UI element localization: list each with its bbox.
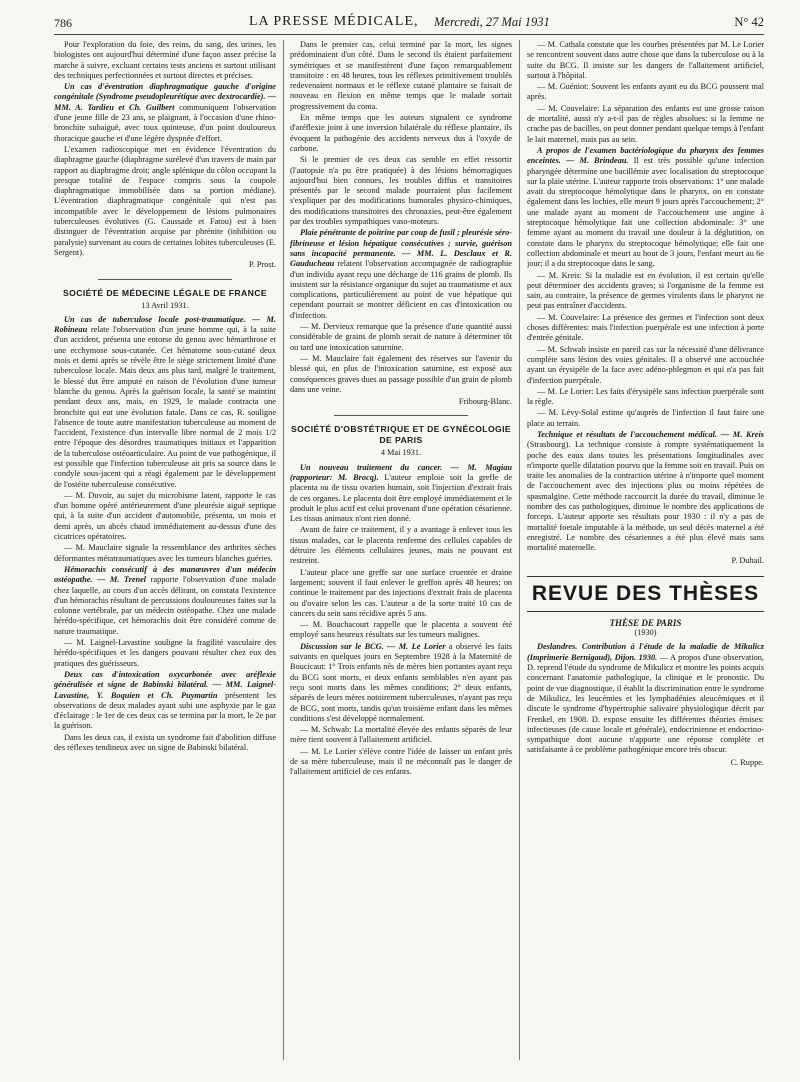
article (527, 146, 764, 270)
section-date: 13 Avril 1931. (141, 300, 189, 310)
divider (98, 279, 231, 280)
paragraph: — M. Bouchacourt rappelle que le placenta a souvent été employé sans heureux résultats sur les tumeurs malignes. (290, 620, 512, 640)
signature: P. Prost. (249, 260, 276, 270)
column-1 (54, 40, 276, 1070)
column-2 (290, 40, 512, 1070)
column-3 (527, 40, 764, 1070)
page-number: 786 (54, 16, 72, 30)
article-title: Technique et résultats de l'accouchement médical. — M. Kreis (537, 429, 764, 439)
article-title: Un cas de tuberculose locale post-traumatique. — M. Robineau (54, 314, 276, 335)
page-header (54, 10, 764, 35)
these-heading: THÈSE DE PARIS (609, 617, 682, 628)
paragraph: — M. Guéniot: Souvent les enfants ayant eu du BCG poussent mal après. (527, 82, 764, 102)
paragraph: Avant de faire ce traitement, il y a avantage à enlever tous les tissus malades, car le placenta renferme des cellules capables de détruire les éléments cellulaires jeunes, mais ne pouvant est restreint. (290, 525, 512, 566)
article (54, 82, 276, 144)
article-text: Il est très possible qu'une infection pharyngée détermine une bacillémie avec localisation du streptocoque sur la plaie utérine. L'auteur rapporte trois observations: 1° une malade avait du streptocoque hémolytique dans le pharynx, on en constate également dans les lochies, elle meurt 9 jours après l'accouchement; 2° une malade ayant au moment de l'accouchement une angine à streptocoque hémolytique fait une collection abdominale: 3° une femme ayant au moment du travail une douleur à la déglutition, on constate dans le pharynx du streptocoque hémolytique; elle fait une collection abdominale et meurt au bout de 3 jours, l'enfant meurt au 6e jour; il a du streptocoque dans le sang. (527, 156, 764, 269)
paragraph: — M. Schwab: La mortalité élevée des enfants séparés de leur mère tient souvent à l'allaitement artificiel. (290, 725, 512, 745)
paragraph: L'auteur place une greffe sur une surface cruentée et draine largement; souvent il faut enlever le greffon après 48 heures; on continue le traitement par des injections d'extrait frais de placenta ou d'ovaire selon les cas. L'auteur a de la sorte traité 10 cas de cancers du sein sans récidive après 5 ans. (290, 567, 512, 618)
article (290, 642, 512, 724)
article-text: présentent les observations de deux malades ayant subi une asphyxie par le gaz d'éclairage : le 1er de ces deux cas se termina par la mort, le 2e par la guérison. (54, 690, 276, 731)
article-title: Discussion sur le BCG. — M. Le Lorier (300, 641, 446, 651)
paragraph: Si le premier de ces deux cas semble en effet ressortir (l'autopsie n'a pu être pratiquée) à des lésions hémorragiques aujourd'hui bien connues, les troubles diffus et transitoires présentés par le second malade pourraient plus facilement s'expliquer par des modifications humorales physico-chimiques, des modifications transitoires des chronaxies, peut-être également par des troubles sympathiques vaso-moteurs. (290, 155, 512, 227)
section-title: SOCIÉTÉ DE MÉDECINE LÉGALE DE FRANCE (63, 287, 267, 298)
article-title: A propos de l'examen bactériologique du pharynx des femmes enceintes. — M. Brindeau. (527, 145, 764, 166)
paragraph: Dans le premier cas, celui terminé par la mort, les signes prédominaient d'un côté. Dans le second ils étaient parfaitement symétriques et se manifestèrent d'une façon remarquablement transitoire : en 48 heures, tous les réflexes primitivement troublés redevenaient normaux et le réflexe cutané plantaire se faisait de nouveau en flexion en même temps que le malade sortait progressivement du coma. (290, 40, 512, 111)
paragraph: — M. Laignel-Lavastine souligne la fragilité vasculaire des hérédo-spécifiques et les dangers pouvant résulter chez eux des pratiques des guérisseurs. (54, 638, 276, 668)
article (54, 315, 276, 490)
article (54, 670, 276, 732)
paragraph: — M. Couvelaire: La séparation des enfants est une grosse raison de mortalité, aussi n'y a-t-il pas de règles absolues: si la femme ne crache pas de bacilles, on peut donner pendant quelque temps à l'enfant le lait maternel, mais pas au sein. (527, 103, 764, 144)
paragraph: — M. Le Lorier s'élève contre l'idée de laisser un enfant près de sa mère tuberculeuse, mais il ne méconnaît pas le danger de l'allaitement artificiel de ces enfants. (290, 746, 512, 777)
column-divider (519, 40, 520, 1060)
paragraph: — M. Schwab insiste en pareil cas sur la nécessité d'une délivrance complète sans lésion des voies génitales. Il a observé une accouchée ayant un érysipèle de la face avec adéno-phlegmon et qui n'a pas fait d'infection puerpérale. (527, 344, 764, 385)
article-title: Deslandres. Contribution à l'étude de la maladie de Mikulicz (Imprimerie Bernigaud), Dijon. 1930. (527, 642, 764, 662)
paragraph: — M. Duvoir, au sujet du microbisme latent, rapporte le cas d'un homme opéré antérieurement d'une pleurésie aiguë septique qui, à la suite d'un accident d'automobile, présenta, un mois et demi après, un abcès chaud immédiatement au-dessus d'une des cicatrices opératoires. (54, 490, 276, 542)
paragraph: Pour l'exploration du foie, des reins, du sang, des urines, les biologistes ont aujourd'hui déterminé d'une façon assez précise la marche à suivre, excluant certains tests anciens et surtout utilisant des techniques perfectionnées et surtout directes et précises. (54, 40, 276, 80)
article-text: (Strasbourg). La technique consiste à rompre systématiquement la poche des eaux dans toutes les présentations longitudinales avec n'importe quelle dilatation pourvu que la femme soit en travail. Puis on traite les anomalies de la contraction utérine à n'importe quel moment de l'accouchement avec des injections plus ou moins répétées de spasmalgine. Cette méthode raccourcit la durée du travail, diminue le nombre des cas pathologiques, diminue le nombre des applications de forceps. L'auteur apporte ses résultats pour 1930 : il n'y a pas de mortalité foetale imputable à la méthode, un seul décès maternel a été enregistré. Le nombre des césariennes a été plus élevé mais sans mortalité maternelle. (527, 440, 764, 553)
article-text: relatent l'observation accompagnée de radiographie d'un individu ayant reçu une décharge de 116 grains de plomb. Ils insistent sur la résistance organique du sujet au traumatisme et aux complications, particulièrement au point de vue hépatique qui cependant pourrait se montrer déficient en cas d'intoxication ou d'infection. (290, 259, 512, 320)
section-title: SOCIÉTÉ D'OBSTÉTRIQUE ET DE GYNÉCOLOGIE DE PARIS (290, 424, 512, 446)
journal-title: LA PRESSE MÉDICALE, (249, 14, 419, 29)
issue-date: Mercredi, 27 Mai 1931 (434, 15, 550, 29)
article-text: rapporte l'observation d'une malade chez laquelle, au cours d'un accès délirant, on constata l'existence d'un hémorachis résultant de percussions douloureuses faites sur la colonne vertébrale, par un médecin ostéopathe. Chez une malade hérédo-spécifique, cet hémorachis doit être considéré comme de nature traumatique. (54, 575, 276, 636)
issue-number: N° 42 (734, 15, 764, 29)
paragraph: — M. Mauclaire fait également des réserves sur l'avenir du blessé qui, en plus de l'intoxication saturnine, est exposé aux conséquences graves dues au passage possible d'un grain de plomb dans une veine. (290, 353, 512, 394)
article (527, 642, 764, 755)
article-text: a observé les faits suivants en quelques jours en Septembre 1928 à la Maternité de Boucicaut: 1° Trois enfants nés de mères bien portantes ayant reçu du BCG sont morts, et deux enfants semblables n'en ayant pas reçu sont morts dans les mêmes conditions; 2° deux enfants, séparés de leurs mères notoirement tuberculeuses, n'ayant pas reçu de BCG, sont morts, tandis qu'un troisième enfant dans les mêmes conditions s'est développé normalement. (290, 641, 512, 723)
article-text: L'auteur emploie soit la greffe de placenta ou de tissu ovarien humain, soit l'injection d'extrait frais de ces organes. Le placenta doit être employé immédiatement et le produit le plus actif est celui provenant d'une opération césarienne. Les tissus animaux n'ont rien donné. (290, 472, 512, 524)
paragraph: — M. Couvelaire: La présence des germes et l'infection sont deux choses différentes: mais l'infection puerpérale est une infection à porte d'entrée génitale. (527, 312, 764, 343)
these-year: (1930) (634, 628, 657, 638)
paragraph: En même temps que les auteurs signalent ce syndrome d'aréflexie joint à une inversion bilatérale du réflexe plantaire, ils évoquent la pathogénie des accidents nerveux dus à l'oxyde de carbone. (290, 113, 512, 153)
column-divider (283, 40, 284, 1060)
article-title: Deux cas d'intoxication oxycarbonée avec aréflexie généralisée et signe de Babinski bilatéral. — MM. Laignel-Lavastine, Y. Boquien et Ch. Puymartin (54, 669, 276, 700)
signature: P. Duhail. (731, 555, 764, 565)
article-text: — A propos d'une observation, D. reprend l'étude du syndrome de Mikulicz et montre les points acquis concernant l'anatomie pathologique, la clinique et le pronostic. Du point de vue diagnostique, il établit la discrimination entre le syndrome de Mikulicz, les leucémies et les lymphadénies aleucémiques et il discute le syndrome d'hypertrophie salivaire physiologique décrit par Frenkel, en 1908. D. expose ensuite les différentes théories émises: infectieuses (de cause locale et générale), endocrinienne et endocrino-sympathique dont aucune n'apporte une réponse complète et satisfaisante à ce problème pathogénique encore très obscur. (527, 652, 764, 755)
paragraph: L'examen radioscopique met en évidence l'éventration du diaphragme gauche (diaphragme surélevé d'un travers de main par rapport au diaphragme droit; angle splénique du côlon occupant la presque totalité de l'espace compris sous la coupole diaphragmatique immobilisée dans sa portion médiane). L'éventration diaphragmatique congénitale qui n'est pas incompatible avec le développement de lésions pulmonaires tuberculeuses évolutives (G. Caussade et Fatou) est à bien distinguer de l'éventration acquise par phrénite (inhibition ou paralysie) survenant au cours de certaines lobites tuberculeuses (E. Sergent). (54, 144, 276, 257)
paragraph: Dans les deux cas, il exista un syndrome fait d'abolition diffuse des réflexes tendineux avec un signe de Babinski bilatéral. (54, 732, 276, 752)
signature: Fribourg-Blanc. (458, 397, 512, 407)
paragraph: — M. Mauclaire signale la ressemblance des arthrites sèches déformantes métatraumatiques avec les tumeurs blanches guéries. (54, 543, 276, 563)
article (527, 430, 764, 554)
paragraph: — M. Dervieux remarque que la présence d'une quantité aussi considérable de grains de plomb serait de nature à déterminer tôt ou tard une intoxication saturnine. (290, 322, 512, 352)
article (290, 228, 512, 321)
article (290, 463, 512, 525)
section-date: 4 Mai 1931. (380, 448, 422, 458)
article-title: Un nouveau traitement du cancer. — M. Magiau (rapporteur: M. Brocq). (290, 462, 512, 482)
article-text: relate l'observation d'un jeune homme qui, à la suite d'un accident, présenta une entorse du genou avec hémarthrose et une ecchymose sous-cutanée. Cet hématome sous-cutané deux mois et demi après se révèle être le siège strictement limité d'une tuberculose locale. Mais deux ans plus tard, malgré le traitement, le blessé dut être amputé en raison de l'évolution d'une tumeur blanche du genou. Après la guérison locale, la santé se maintint pendant deux ans, mais, en 1929, le malade contracta une bronchite qui eut une évolution fatale. Dans ce cas, R. souligne l'absence de toute autre manifestation tuberculeuse au moment de l'accident, l'existence d'un intervalle libre normal de 2 mois 1/2 entre l'époque des désordres traumatiques initiaux et l'apparition de la tuberculose ostéoarticulaire. Au point de vue pathogénique, il est possible que l'infection tuberculeuse ait pris sa source dans le condyle sous-jacent qui a réagi également par le développement de l'ostéite tuberculeuse consécutive. (54, 325, 276, 489)
paragraph: — M. Kreis: Si la maladie est en évolution, il est certain qu'elle peut déterminer des accidents graves; si l'organisme de la femme est sain, au contraire, la présence de germes virulents dans le pharynx ne peut pas entraîner d'accidents. (527, 270, 764, 311)
signature: C. Ruppe. (730, 757, 764, 767)
article-title: Un cas d'éventration diaphragmatique gauche d'origine congénitale (Syndrome pseudopleurétique avec dextrocardie). — MM. A. Tardieu et Ch. Guilbert (54, 82, 276, 112)
article-text: communiquent l'observation d'une jeune fille de 23 ans, se plaignant, à l'occasion d'une rhino-bronchite subaiguë, avec toux quinteuse, d'un point douloureux thoracique gauche et d'une légère dyspnée d'effort. (54, 102, 276, 143)
revue-des-theses-heading: REVUE DES THÈSES (527, 576, 764, 612)
divider (334, 415, 467, 416)
paragraph: — M. Le Lorier: Les faits d'érysipèle sans infection puerpérale sont la règle. (527, 386, 764, 407)
article-title: Hémorachis consécutif à des manœuvres d'un médecin ostéopathe. — M. Trenel (54, 564, 276, 585)
paragraph: — M. Cathala constate que les courbes présentées par M. Le Lorier se rencontrent souvent dans autre chose que dans la tuberculose ou à la suite du BCG. Il insiste sur les dangers de l'allaitement artificiel, surtout à l'hôpital. (527, 40, 764, 80)
article (54, 565, 276, 637)
article-title: Plaie pénétrante de poitrine par coup de fusil ; pleurésie séro-fibrineuse et lésion hépatique consécutives ; survie, guérison sans incapacité permanente. — MM. L. Desclaux et R. Gauducheau (290, 228, 512, 269)
paragraph: — M. Lévy-Solal estime qu'auprès de l'infection il faut faire une place au terrain. (527, 408, 764, 428)
